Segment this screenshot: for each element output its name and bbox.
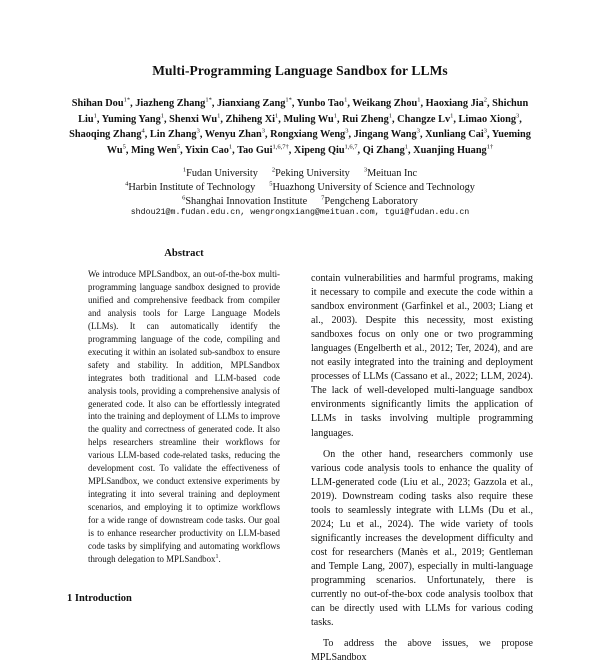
author-affiliation-mark: 1* bbox=[205, 96, 212, 104]
author-name-text: Xipeng Qiu bbox=[293, 144, 345, 156]
author-name-text: Xunliang Cai bbox=[425, 129, 484, 141]
author-affiliation-mark: 3 bbox=[196, 127, 200, 135]
author-affiliation-mark: 4 bbox=[141, 127, 145, 135]
author-name-text: Wenyu Zhan bbox=[204, 129, 262, 141]
author-affiliation-mark: 3 bbox=[516, 112, 520, 120]
author-affiliation-mark: 3 bbox=[483, 127, 487, 135]
author-affiliation-mark: 1 bbox=[275, 112, 279, 120]
author-name-text: Zhiheng Xi bbox=[225, 113, 276, 125]
affiliation-mark: 6 bbox=[182, 194, 186, 202]
author-affiliation-mark: 5 bbox=[122, 143, 126, 151]
author-name bbox=[69, 129, 145, 140]
author-name bbox=[297, 98, 348, 109]
author-name bbox=[135, 98, 212, 109]
author-affiliation-mark: 1 bbox=[450, 112, 454, 120]
author-name-text: Rongxiang Weng bbox=[270, 129, 346, 141]
author-name bbox=[352, 98, 420, 109]
author-affiliation-mark: 1 bbox=[404, 143, 409, 151]
author-name bbox=[426, 98, 487, 109]
author-name-text: Changze Lv bbox=[397, 113, 451, 125]
abstract-body: We introduce MPLSandbox, an out-of-the-box multi-programming language sandbox designed to provide unified and comprehensive feedback from compiler and analysis tools for Large Language Models (LLMs). It can automatically identify the programming language of the code, compiling and executing it within an isolated sub-sandbox to ensure safety and stability. In addition, MPLSandbox integrates both traditional and LLM-based code analysis tools, providing a comprehensive analysis of generated code. It also can be effortlessly integrated into the training and deployment of LLMs to improve the quality and correctness of generated code. It also helps researchers streamline their workflows for various LLM-based code-related tasks, reducing the development cost. To validate the effectiveness of MPLSandbox, we conduct extensive experiments by integrating it into several training and deployment scenarios, and employing it to optimize workflows for a wide range of downstream code tasks. Our goal is to enhance researcher productivity on LLM-based code tasks by simplifying and automating workflows through delegation to MPLSandbox bbox=[88, 269, 280, 564]
author-name bbox=[217, 98, 292, 109]
author-affiliation-mark: 3 bbox=[345, 127, 349, 135]
author-name-text: Jianxiang Zang bbox=[216, 98, 286, 109]
author-name-text: Yueming Wu bbox=[106, 129, 531, 156]
author-name bbox=[169, 114, 220, 125]
author-name-text: Qi Zhang bbox=[362, 144, 405, 156]
body-paragraph: contain vulnerabilities and harmful programs, making it necessary to compile and execute the code within a sandbox environment (Garfinkel et al., 2003; Liang et al., 2003). Despite this necessity, most existing sandboxes focus on only one or two programming languages (Engelberth et al., 2012; Ter, 2024), and are not easily integrated into the training and deployment processes of LLMs (Cassano et al., 2022; LLM, 2024). The lack of well-developed multi-language sandbox environments significantly limits the application of LLMs in tasks involving multiple programming languages. bbox=[311, 273, 533, 439]
affiliation-mark: 3 bbox=[363, 166, 368, 174]
author-emails: shdou21@m.fudan.edu.cn, wengrongxiang@meituan.com, tgui@fudan.edu.cn bbox=[130, 208, 470, 217]
abstract-text: We introduce MPLSandbox, an out-of-the-box multi-programming language sandbox designed to provide unified and comprehensive feedback from compiler and analysis tools for Large Language Models (LLMs). It can automatically identify the programming language of the code, compiling and executing it within an isolated sub-sandbox to ensure safety and stability. In addition, MPLSandbox integrates both traditional and LLM-based code analysis tools, providing a comprehensive analysis of generated code. It also can be effortlessly integrated into the training and deployment of LLMs to improve the quality and correctness of generated code. It also helps researchers streamline their workflows for various LLM-based code-related tasks, reducing the development cost. To validate the effectiveness of MPLSandbox, we conduct extensive experiments by integrating it into several training and deployment scenarios, and employing it to optimize workflows for a wide range of downstream code tasks. Our goal is to enhance researcher productivity on LLM-based code tasks by simplifying and automating workflows through delegation to MPLSandbox$^1$. bbox=[88, 269, 280, 564]
author-affiliation-mark: 3 bbox=[416, 127, 420, 135]
author-name bbox=[185, 145, 232, 156]
author-affiliation-mark: 3 bbox=[261, 127, 265, 135]
author-name bbox=[237, 145, 289, 156]
affiliation-name: Shanghai Innovation Institute bbox=[185, 196, 308, 207]
affiliation-line bbox=[0, 167, 600, 181]
author-affiliation-mark: 1 bbox=[228, 143, 233, 151]
author-name-text: Shihan Dou bbox=[71, 98, 124, 109]
author-affiliation-mark: 1 bbox=[388, 112, 393, 120]
affiliation-name: Harbin Institute of Technology bbox=[128, 182, 256, 193]
author-affiliation-mark: 1* bbox=[123, 96, 131, 104]
affiliation-mark: 5 bbox=[269, 180, 273, 188]
author-name bbox=[283, 114, 337, 125]
author-name-text: Weikang Zhou bbox=[352, 98, 418, 109]
author-name bbox=[354, 129, 420, 140]
author-name bbox=[459, 114, 520, 125]
author-name bbox=[425, 129, 487, 140]
author-name-text: Muling Wu bbox=[283, 113, 334, 125]
author-affiliation-mark: 1 bbox=[344, 96, 348, 104]
author-name bbox=[363, 145, 408, 156]
author-name bbox=[342, 114, 392, 125]
author-name bbox=[102, 114, 164, 125]
affiliation-mark: 1 bbox=[182, 166, 187, 174]
author-affiliation-mark: 1 bbox=[333, 112, 337, 120]
body-paragraph: On the other hand, researchers commonly use various code analysis tools to enhance the quality of LLM-generated code (Liu et al., 2023; Gazzola et al., 2019). Downstream coding tasks also require these tools to seamlessly integrate with LLMs (Du et al., 2024; Lu et al., 2024). The wide variety of tools significantly increases the development difficulty and cost for researchers (Manès et al., 2019; Gentleman and Temple Lang, 2007), especially in multi-language programming scenarios. Unfortunately, there is currently no out-of-the-box code analysis toolbox that can be directly used with LLMs for various coding tasks. bbox=[311, 448, 533, 629]
author-name-text: Shichun Liu bbox=[78, 98, 529, 125]
author-name-text: Shenxi Wu bbox=[169, 113, 218, 125]
author-name-text: Jingang Wang bbox=[353, 129, 417, 141]
author-list: Shihan Dou$^{1*}$, Jiazheng Zhang$^{1*}$, Jianxiang Zang$^{1*}$, Yunbo Tao$^1$, Weikang Zhou$^1$, Haoxiang Jia$^2$, Shichun Liu$^1$, Yuming Yang$^1$, Shenxi Wu$^1$, Zhiheng Xi$^1$, Muling Wu$^1$, Rui Zheng$^1$, Changze Lv$^1$, Limao Xiong$^3$, Shaoqing Zhang$^4$, Lin Zhang$^3$, Wenyu Zhan$^3$, Rongxiang Weng$^3$, Jingang Wang$^3$, Xunliang Cai$^3$, Yueming Wu$^5$, Ming Wen$^5$, Yixin Cao$^1$, Tao Gui$^{1,6,7\dagger}$, Xipeng Qiu$^{1,6,7}$, Qi Zhang$^1$, Xuanjing Huang$^{1\dagger}$ bbox=[69, 96, 531, 156]
affiliation-name: Huazhong University of Science and Technology bbox=[272, 182, 475, 193]
affiliation-mark: 2 bbox=[271, 166, 276, 174]
author-name bbox=[205, 129, 265, 140]
author-name-text: Ming Wen bbox=[131, 144, 177, 156]
author-name-text: Limao Xiong bbox=[458, 113, 516, 125]
author-name bbox=[226, 114, 279, 125]
author-name-text: Haoxiang Jia bbox=[425, 98, 484, 109]
author-name bbox=[270, 129, 348, 140]
author-name-text: Lin Zhang bbox=[149, 129, 197, 141]
author-name bbox=[397, 114, 453, 125]
author-affiliation-mark: 1 bbox=[93, 112, 97, 120]
author-affiliation-mark: 1,6,7 bbox=[344, 143, 358, 151]
affiliation-mark: 7 bbox=[321, 194, 325, 202]
paper-title: Multi-Programming Language Sandbox for LLMs bbox=[152, 63, 448, 78]
author-affiliation-mark: 1,6,7† bbox=[272, 143, 289, 151]
abstract-heading: Abstract bbox=[164, 248, 204, 259]
right-column-body bbox=[311, 272, 533, 665]
author-affiliation-mark: 2 bbox=[483, 96, 487, 104]
author-name-text: Rui Zheng bbox=[342, 113, 389, 125]
affiliation-line bbox=[0, 181, 600, 195]
affiliation-name: Pengcheng Laboratory bbox=[324, 196, 418, 207]
author-name bbox=[413, 145, 493, 156]
author-name bbox=[294, 145, 358, 156]
author-affiliation-mark: 1 bbox=[160, 112, 164, 120]
affiliation-name: Meituan Inc bbox=[367, 168, 418, 179]
author-affiliation-mark: 5 bbox=[176, 143, 181, 151]
author-name bbox=[150, 129, 200, 140]
author-name-text: Yixin Cao bbox=[184, 144, 229, 156]
affiliation-mark: 4 bbox=[125, 180, 129, 188]
author-affiliation-mark: 1 bbox=[217, 112, 221, 120]
section-heading-introduction: 1 Introduction bbox=[67, 593, 132, 604]
affiliation-name: Fudan University bbox=[186, 168, 258, 179]
author-name bbox=[72, 98, 130, 109]
abstract-footnote-mark: 1 bbox=[215, 554, 219, 560]
affiliation-name: Peking University bbox=[275, 168, 350, 179]
author-name-text: Shaoqing Zhang bbox=[69, 129, 142, 141]
author-name-text: Jiazheng Zhang bbox=[135, 98, 206, 109]
author-name-text: Tao Gui bbox=[237, 144, 273, 156]
author-affiliation-mark: 1† bbox=[486, 143, 494, 151]
author-affiliation-mark: 1* bbox=[285, 96, 292, 104]
author-name bbox=[131, 145, 180, 156]
author-affiliation-mark: 1 bbox=[417, 96, 421, 104]
author-name-text: Yunbo Tao bbox=[296, 98, 345, 109]
affiliation-line bbox=[0, 195, 600, 209]
author-name-text: Yuming Yang bbox=[101, 113, 161, 125]
author-name-text: Xuanjing Huang bbox=[413, 144, 487, 156]
body-paragraph: To address the above issues, we propose MPLSandbox bbox=[311, 638, 533, 664]
